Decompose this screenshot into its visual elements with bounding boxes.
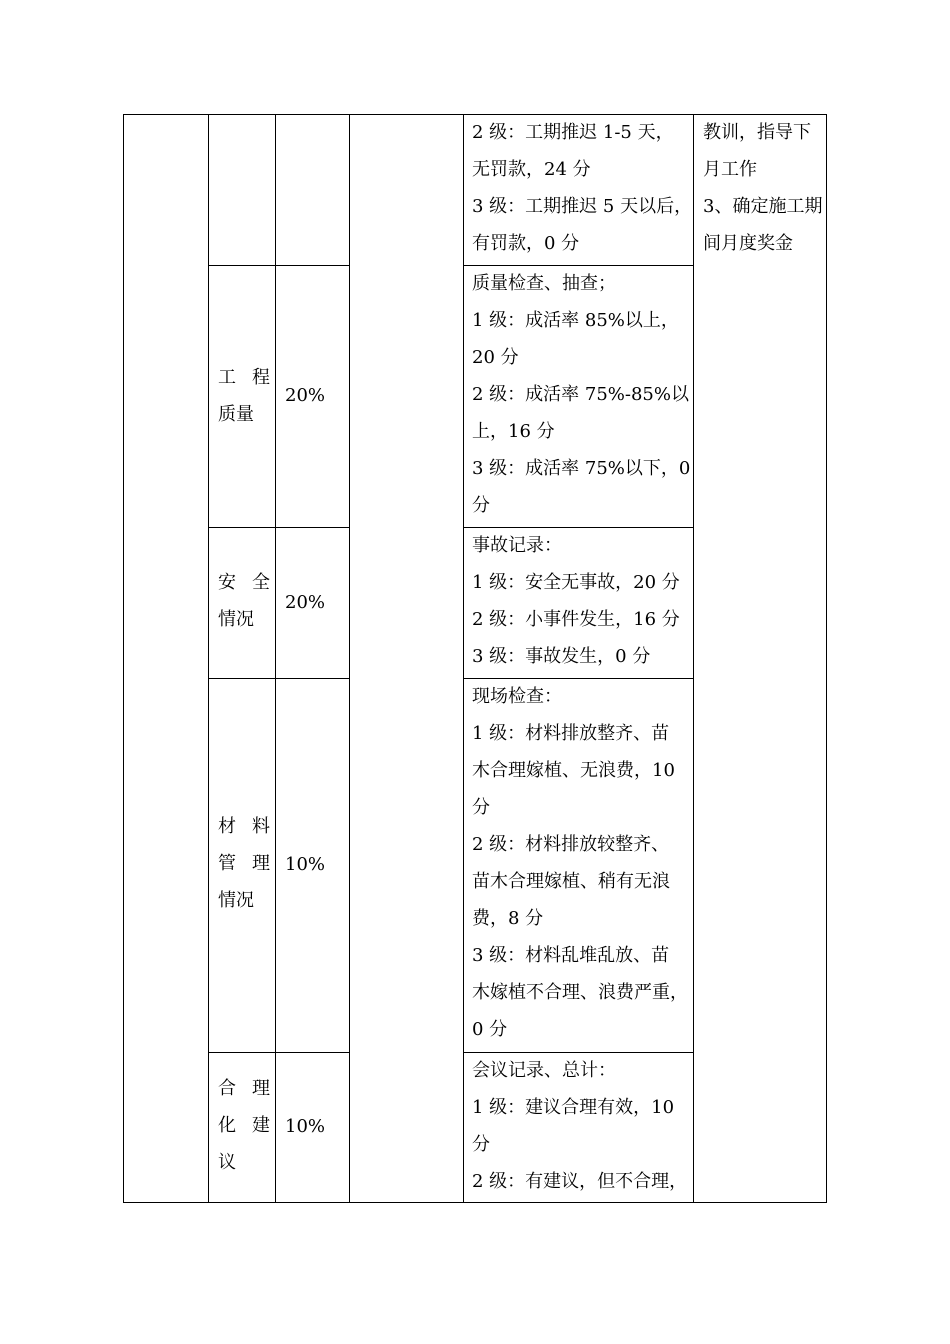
- criteria-line: 0 分: [472, 1019, 508, 1040]
- criteria-line: 上，16 分: [472, 421, 555, 442]
- category-rationalization-proposal: [218, 1070, 286, 1181]
- criteria-line: 3 级：工期推迟 5 天以后，: [472, 196, 693, 217]
- category-char: 管: [218, 853, 236, 874]
- remark-line: 月工作: [703, 159, 757, 180]
- criteria-cell-5: [472, 1052, 687, 1200]
- criteria-line: 3 级：材料乱堆乱放、苗: [472, 945, 670, 966]
- category-char: 工: [218, 367, 236, 388]
- criteria-line: 2 级：工期推迟 1-5 天，: [472, 122, 674, 143]
- category-safety: [218, 564, 286, 638]
- criteria-line: 2 级：有建议，但不合理，: [472, 1171, 688, 1192]
- criteria-line: 2 级：材料排放较整齐、: [472, 834, 670, 855]
- col-border-4: [349, 114, 350, 1203]
- criteria-line: 分: [472, 1134, 490, 1155]
- remark-line: 教训，指导下: [703, 122, 811, 143]
- remark-line: 间月度奖金: [703, 233, 793, 254]
- criteria-line: 1 级：安全无事故，20 分: [472, 572, 680, 593]
- criteria-line: 苗木合理嫁植、稍有无浪: [472, 871, 670, 892]
- criteria-line: 会议记录、总计：: [472, 1060, 616, 1081]
- remark-line: 3、确定施工期: [703, 196, 823, 217]
- criteria-line: 2 级：成活率 75%-85%以: [472, 384, 689, 405]
- criteria-cell-1: [472, 114, 692, 262]
- category-char: 程: [252, 367, 270, 388]
- criteria-line: 现场检查：: [472, 686, 562, 707]
- criteria-line: 2 级：小事件发生，16 分: [472, 609, 680, 630]
- col-border-3: [275, 114, 276, 1203]
- criteria-line: 3 级：事故发生，0 分: [472, 646, 651, 667]
- category-char: 安: [218, 572, 236, 593]
- category-char: 化: [218, 1115, 236, 1136]
- weight-safety: 20%: [285, 592, 326, 613]
- category-char: 材: [218, 816, 236, 837]
- criteria-line: 有罚款，0 分: [472, 233, 580, 254]
- criteria-cell-4: [472, 678, 688, 1048]
- col-border-1: [123, 114, 124, 1203]
- row-sep-4a: [208, 1052, 350, 1053]
- row-sep-3a: [208, 678, 350, 679]
- criteria-line: 无罚款，24 分: [472, 159, 591, 180]
- category-char: 合: [218, 1078, 236, 1099]
- col-border-5: [463, 114, 464, 1203]
- category-char: 料: [252, 816, 270, 837]
- category-engineering-quality: [218, 359, 286, 433]
- row-sep-2a: [208, 527, 350, 528]
- criteria-line: 1 级：材料排放整齐、苗: [472, 723, 670, 744]
- criteria-line: 分: [472, 797, 490, 818]
- category-char: 理: [252, 1078, 270, 1099]
- row-sep-1a: [208, 265, 350, 266]
- category-char: 全: [252, 572, 270, 593]
- criteria-line: 木合理嫁植、无浪费，10: [472, 760, 675, 781]
- category-line: 情况: [218, 890, 254, 911]
- table-bottom-border: [123, 1202, 827, 1203]
- criteria-line: 木嫁植不合理、浪费严重，: [472, 982, 688, 1003]
- col-border-6: [693, 114, 694, 1203]
- criteria-line: 分: [472, 495, 490, 516]
- category-line: 情况: [218, 609, 254, 630]
- col-border-2: [208, 114, 209, 1203]
- criteria-line: 1 级：成活率 85%以上，: [472, 310, 679, 331]
- col-border-7: [826, 114, 827, 1203]
- criteria-line: 20 分: [472, 347, 519, 368]
- remarks-cell: [703, 114, 822, 262]
- criteria-cell-3: [472, 527, 680, 675]
- criteria-line: 3 级：成活率 75%以下，0: [472, 458, 691, 479]
- weight-rationalization-proposal: 10%: [285, 1116, 326, 1137]
- category-material-management: [218, 808, 286, 919]
- criteria-cell-2: [472, 265, 690, 524]
- criteria-line: 费，8 分: [472, 908, 544, 929]
- category-line: 质量: [218, 404, 254, 425]
- weight-material-management: 10%: [285, 854, 326, 875]
- category-char: 建: [252, 1115, 270, 1136]
- category-line: 议: [218, 1152, 236, 1173]
- criteria-line: 1 级：建议合理有效，10: [472, 1097, 675, 1118]
- weight-engineering-quality: 20%: [285, 385, 326, 406]
- category-char: 理: [252, 853, 270, 874]
- criteria-line: 质量检查、抽查；: [472, 273, 616, 294]
- criteria-line: 事故记录：: [472, 535, 562, 556]
